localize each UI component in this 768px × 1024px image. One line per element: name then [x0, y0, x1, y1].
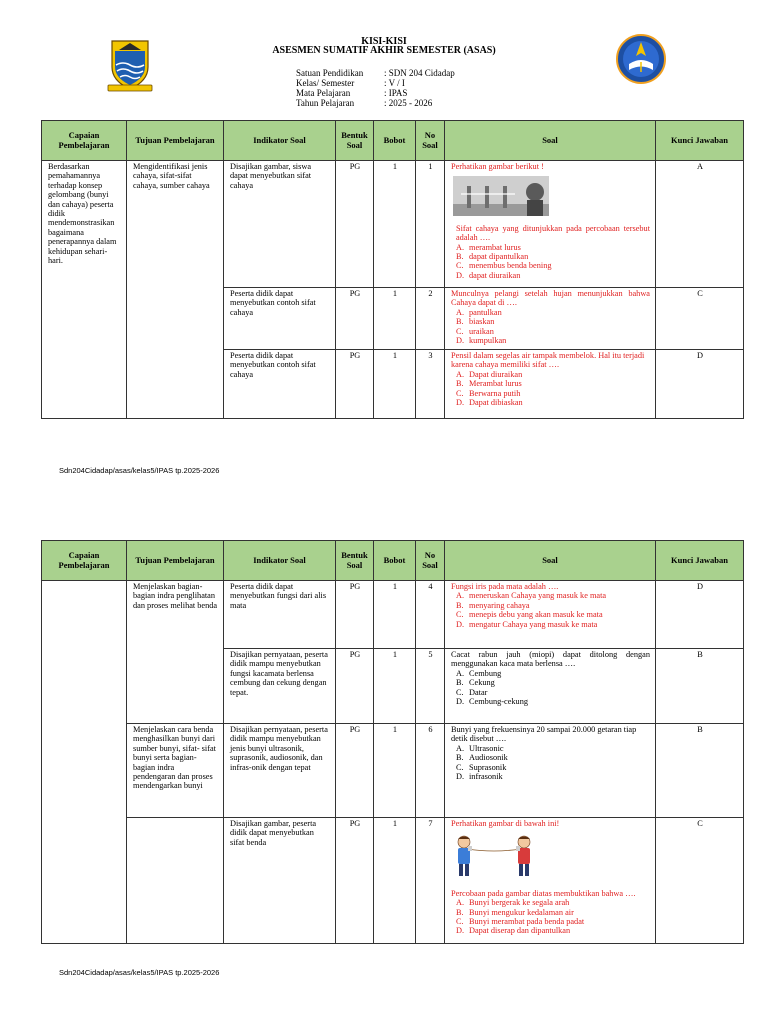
table-header-row	[42, 541, 744, 581]
tujuan-cell: Menjelaskan bagian-bagian indra penglihatan dan proses melihat benda	[127, 581, 224, 724]
col-header-bentuk: Bentuk Soal	[336, 541, 374, 581]
answer-option	[451, 744, 650, 753]
kunci-cell: A	[656, 161, 744, 288]
option-text: Ultrasonic	[469, 743, 504, 753]
answer-option	[451, 772, 650, 781]
option-text: Berwarna putih	[469, 388, 521, 398]
answer-option	[451, 252, 650, 261]
option-text: Bunyi mengukur kedalaman air	[469, 907, 574, 917]
answer-option	[451, 317, 650, 326]
option-text: kumpulkan	[469, 336, 507, 346]
soal-intro: Perhatikan gambar berikut !	[451, 162, 544, 171]
bobot-cell: 1	[374, 649, 416, 724]
bentuk-cell: PG	[336, 724, 374, 818]
option-text: Cekung	[469, 678, 495, 688]
document-subtitle: ASESMEN SUMATIF AKHIR SEMESTER (ASAS)	[272, 45, 496, 56]
answer-option	[451, 370, 650, 379]
col-header-bentuk: Bentuk Soal	[336, 121, 374, 161]
option-text: merambat lurus	[469, 242, 521, 252]
meta-label: Tahun Pelajaran	[296, 98, 355, 108]
soal-cell	[445, 581, 656, 649]
col-header-tujuan: Tujuan Pembelajaran	[127, 121, 224, 161]
bobot-cell: 1	[374, 581, 416, 649]
page-footer: Sdn204Cidadap/asas/kelas5/IPAS tp.2025-2026	[59, 466, 220, 475]
answer-option	[451, 379, 650, 388]
tujuan-cell	[127, 818, 224, 944]
option-text: menepis debu yang akan masuk ke mata	[469, 610, 603, 620]
page-footer: Sdn204Cidadap/asas/kelas5/IPAS tp.2025-2026	[59, 968, 220, 977]
col-header-no: No Soal	[416, 541, 445, 581]
option-letter: C.	[456, 687, 464, 697]
option-text: infrasonik	[469, 772, 503, 782]
option-text: Audiosonik	[469, 753, 508, 763]
answer-option	[451, 327, 650, 336]
soal-question: Percobaan pada gambar diatas membuktikan bahwa ….	[451, 888, 636, 898]
soal-cell	[445, 818, 656, 944]
answer-option	[451, 763, 650, 772]
no-cell: 6	[416, 724, 445, 818]
option-letter: D.	[456, 697, 465, 707]
option-letter: B.	[456, 252, 464, 262]
option-text: meneruskan Cahaya yang masuk ke mata	[469, 591, 607, 601]
option-letter: D.	[456, 926, 465, 936]
soal-intro: Perhatikan gambar di bawah ini!	[451, 819, 560, 828]
meta-row	[296, 78, 455, 88]
option-letter: A.	[456, 591, 465, 601]
option-text: Suprasonik	[469, 762, 507, 772]
option-letter: B.	[456, 600, 464, 610]
kisi-kisi-table-1	[41, 120, 744, 419]
indikator-cell: Disajikan gambar, peserta didik dapat menyebutkan sifat benda	[224, 818, 336, 944]
bentuk-cell: PG	[336, 350, 374, 419]
answer-option	[451, 908, 650, 917]
document-title: KISI-KISI	[361, 36, 407, 47]
col-header-no: No Soal	[416, 121, 445, 161]
option-letter: D.	[456, 772, 465, 782]
soal-question: Pensil dalam segelas air tampak membelok. Hal itu terjadi karena cahaya memiliki sifat ….	[451, 351, 645, 370]
document-header	[0, 0, 768, 115]
tujuan-cell: Menjelaskan cara benda menghasilkan bunyi dari sumber bunyi, sifat- sifat bunyi serta bagian-bagian indra pendengaran dan proses mendengarkan bunyi	[127, 724, 224, 818]
meta-label: Satuan Pendidikan	[296, 68, 364, 78]
soal-cell	[445, 350, 656, 419]
col-header-capaian: Capaian Pembelajaran	[42, 121, 127, 161]
option-letter: D.	[456, 270, 465, 280]
table-header-row	[42, 121, 744, 161]
answer-option	[451, 591, 650, 600]
answer-option	[451, 678, 650, 687]
option-text: Datar	[469, 687, 488, 697]
option-text: pantulkan	[469, 307, 502, 317]
no-cell: 1	[416, 161, 445, 288]
answer-option	[451, 261, 650, 270]
option-letter: A.	[456, 743, 465, 753]
option-letter: A.	[456, 898, 465, 908]
option-text: uraikan	[469, 326, 494, 336]
answer-option	[451, 610, 650, 619]
soal-question: Cacat rabun jauh (miopi) dapat ditolong dengan menggunakan kaca mata berlensa ….	[451, 650, 650, 669]
option-letter: B.	[456, 907, 464, 917]
col-header-tujuan: Tujuan Pembelajaran	[127, 541, 224, 581]
answer-option	[451, 271, 650, 280]
kisi-kisi-table-2	[41, 540, 744, 944]
col-header-bobot: Bobot	[374, 121, 416, 161]
tujuan-cell: Mengidentifikasi jenis cahaya, sifat-sifat cahaya, sumber cahaya	[127, 161, 224, 419]
kunci-cell: B	[656, 649, 744, 724]
kunci-cell: C	[656, 818, 744, 944]
option-letter: A.	[456, 242, 465, 252]
option-text: menembus benda bening	[469, 261, 552, 271]
document-meta	[296, 68, 455, 108]
bobot-cell: 1	[374, 350, 416, 419]
bobot-cell: 1	[374, 288, 416, 350]
option-text: Dapat dibiaskan	[469, 398, 523, 408]
soal-cell	[445, 649, 656, 724]
answer-option	[451, 753, 650, 762]
capaian-cell	[42, 581, 127, 944]
option-letter: A.	[456, 668, 465, 678]
col-header-soal: Soal	[445, 121, 656, 161]
soal-cell	[445, 161, 656, 288]
col-header-soal: Soal	[445, 541, 656, 581]
meta-value: : SDN 204 Cidadap	[384, 68, 455, 78]
soal-question: Sifat cahaya yang ditunjukkan pada percobaan tersebut adalah ….	[456, 223, 650, 243]
option-letter: C.	[456, 261, 464, 271]
answer-option	[451, 688, 650, 697]
indikator-cell: Disajikan pernyataan, peserta didik mampu menyebutkan jenis bunyi ultrasonik, suprasonik, audiosonik, dan infras-onik dengan tepat	[224, 724, 336, 818]
meta-value: : IPAS	[384, 88, 408, 98]
bobot-cell: 1	[374, 724, 416, 818]
no-cell: 2	[416, 288, 445, 350]
no-cell: 3	[416, 350, 445, 419]
option-letter: D.	[456, 398, 465, 408]
col-header-indikator: Indikator Soal	[224, 121, 336, 161]
light-experiment-image	[453, 176, 549, 216]
indikator-cell: Peserta didik dapat menyebutkan contoh sifat cahaya	[224, 350, 336, 419]
option-letter: A.	[456, 369, 465, 379]
no-cell: 7	[416, 818, 445, 944]
option-text: Cembung-cekung	[469, 697, 528, 707]
kunci-cell: C	[656, 288, 744, 350]
option-text: Bunyi merambat pada benda padat	[469, 917, 585, 927]
indikator-cell: Peserta didik dapat menyebutkan contoh sifat cahaya	[224, 288, 336, 350]
option-text: dapat dipantulkan	[469, 252, 529, 262]
string-telephone-image	[453, 833, 535, 881]
option-letter: C.	[456, 610, 464, 620]
soal-cell	[445, 288, 656, 350]
ministry-logo	[616, 34, 666, 84]
kunci-cell: B	[656, 724, 744, 818]
option-text: Merambat lurus	[469, 379, 522, 389]
bentuk-cell: PG	[336, 649, 374, 724]
no-cell: 4	[416, 581, 445, 649]
col-header-bobot: Bobot	[374, 541, 416, 581]
indikator-cell: Peserta didik dapat menyebutkan fungsi dari alis mata	[224, 581, 336, 649]
bentuk-cell: PG	[336, 818, 374, 944]
bentuk-cell: PG	[336, 581, 374, 649]
indikator-cell: Disajikan gambar, siswa dapat menyebutkan sifat cahaya	[224, 161, 336, 288]
answer-option	[451, 601, 650, 610]
option-letter: B.	[456, 678, 464, 688]
meta-row	[296, 88, 455, 98]
bentuk-cell: PG	[336, 161, 374, 288]
meta-value: : 2025 - 2026	[384, 98, 433, 108]
answer-option	[451, 926, 650, 935]
answer-option	[451, 898, 650, 907]
answer-option	[451, 620, 650, 629]
answer-option	[451, 308, 650, 317]
col-header-kunci: Kunci Jawaban	[656, 541, 744, 581]
answer-option	[451, 389, 650, 398]
col-header-capaian: Capaian Pembelajaran	[42, 541, 127, 581]
kunci-cell: D	[656, 581, 744, 649]
option-text: Bunyi bergerak ke segala arah	[469, 898, 570, 908]
answer-option	[451, 697, 650, 706]
option-letter: D.	[456, 619, 465, 629]
option-letter: C.	[456, 762, 464, 772]
kunci-cell: D	[656, 350, 744, 419]
soal-question: Munculnya pelangi setelah hujan menunjukkan bahwa Cahaya dapat di ….	[451, 289, 650, 308]
indikator-cell: Disajikan pernyataan, peserta didik mampu menyebutkan fungsi kacamata berlensa cembung dan cekung dengan tepat.	[224, 649, 336, 724]
option-letter: D.	[456, 336, 465, 346]
answer-option	[451, 336, 650, 345]
meta-row	[296, 68, 455, 78]
col-header-indikator: Indikator Soal	[224, 541, 336, 581]
meta-label: Mata Pelajaran	[296, 88, 351, 98]
option-text: Cembung	[469, 668, 502, 678]
table-row	[42, 818, 744, 944]
bobot-cell: 1	[374, 818, 416, 944]
option-letter: B.	[456, 317, 464, 327]
option-text: menyaring cahaya	[469, 600, 530, 610]
option-text: dapat diuraikan	[469, 270, 521, 280]
option-letter: A.	[456, 307, 465, 317]
soal-question: Fungsi iris pada mata adalah ….	[451, 582, 559, 591]
answer-option	[451, 669, 650, 678]
option-letter: C.	[456, 326, 464, 336]
option-text: biaskan	[469, 317, 495, 327]
table-row	[42, 581, 744, 649]
capaian-cell: Berdasarkan pemahamannya terhadap konsep gelombang (bunyi dan cahaya) peserta didik mendemonstrasikan bagaimana penerapannya dalam kehidupan sehari-hari.	[42, 161, 127, 419]
option-text: Dapat diuraikan	[469, 369, 523, 379]
meta-label: Kelas/ Semester	[296, 78, 355, 88]
answer-option	[451, 243, 650, 252]
soal-cell	[445, 724, 656, 818]
meta-row	[296, 98, 455, 108]
option-text: Dapat diserap dan dipantulkan	[469, 926, 571, 936]
meta-value: : V / I	[384, 78, 405, 88]
option-letter: C.	[456, 388, 464, 398]
bentuk-cell: PG	[336, 288, 374, 350]
answer-option	[451, 917, 650, 926]
col-header-kunci: Kunci Jawaban	[656, 121, 744, 161]
table-row	[42, 724, 744, 818]
no-cell: 5	[416, 649, 445, 724]
option-letter: C.	[456, 917, 464, 927]
option-text: mengatur Cahaya yang masuk ke mata	[469, 619, 598, 629]
table-row	[42, 161, 744, 288]
option-letter: B.	[456, 753, 464, 763]
bobot-cell: 1	[374, 161, 416, 288]
option-letter: B.	[456, 379, 464, 389]
answer-option	[451, 398, 650, 407]
soal-question: Bunyi yang frekuensinya 20 sampai 20.000 getaran tiap detik disebut ….	[451, 725, 637, 744]
